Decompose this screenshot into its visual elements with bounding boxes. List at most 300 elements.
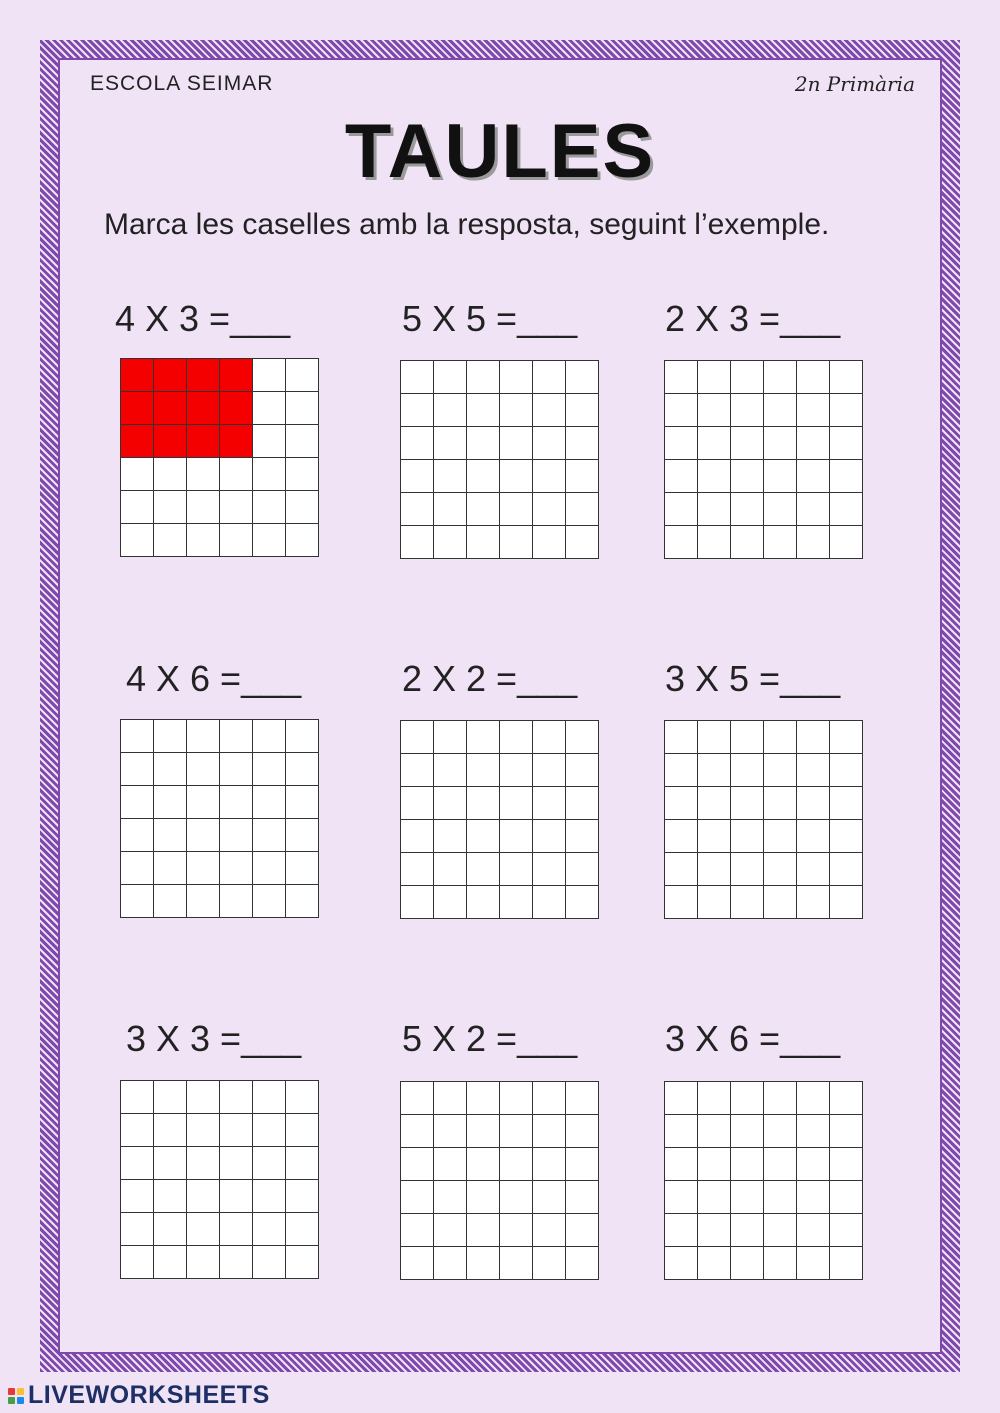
grid-cell[interactable] (154, 852, 187, 885)
grid-cell[interactable] (500, 787, 533, 820)
grid-cell[interactable] (286, 885, 319, 918)
grid-cell[interactable] (533, 493, 566, 526)
grid-cell[interactable] (401, 526, 434, 559)
grid-cell[interactable] (797, 1247, 830, 1280)
grid-cell[interactable] (731, 820, 764, 853)
grid-cell[interactable] (731, 460, 764, 493)
grid-cell[interactable] (286, 1180, 319, 1213)
grid-cell[interactable] (401, 787, 434, 820)
grid-cell[interactable] (830, 1082, 863, 1115)
grid-cell[interactable] (566, 1082, 599, 1115)
grid-cell[interactable] (401, 1115, 434, 1148)
grid-cell[interactable] (467, 721, 500, 754)
grid-cell[interactable] (500, 1247, 533, 1280)
grid-cell[interactable] (154, 885, 187, 918)
grid-cell[interactable] (220, 1213, 253, 1246)
grid-cell[interactable] (566, 853, 599, 886)
grid-cell[interactable] (434, 787, 467, 820)
grid-cell[interactable] (731, 787, 764, 820)
grid-cell[interactable] (731, 754, 764, 787)
grid-cell[interactable] (797, 460, 830, 493)
grid-cell[interactable] (401, 460, 434, 493)
grid-cell[interactable] (121, 720, 154, 753)
grid-cell[interactable] (154, 753, 187, 786)
grid-cell[interactable] (401, 853, 434, 886)
grid-cell[interactable] (665, 787, 698, 820)
grid-cell[interactable] (401, 427, 434, 460)
grid-cell[interactable] (698, 787, 731, 820)
grid-cell[interactable] (434, 1181, 467, 1214)
grid-cell[interactable] (830, 754, 863, 787)
grid-cell[interactable] (533, 361, 566, 394)
grid-cell[interactable] (764, 721, 797, 754)
grid-cell[interactable] (698, 1115, 731, 1148)
grid-cell[interactable] (401, 1082, 434, 1115)
grid-cell[interactable] (764, 493, 797, 526)
grid-cell[interactable] (401, 1214, 434, 1247)
grid-cell[interactable] (467, 394, 500, 427)
grid-cell[interactable] (830, 721, 863, 754)
grid-cell[interactable] (764, 820, 797, 853)
grid-cell[interactable] (187, 425, 220, 458)
grid-cell[interactable] (401, 754, 434, 787)
grid-cell[interactable] (830, 1148, 863, 1181)
grid-cell[interactable] (731, 1247, 764, 1280)
grid-cell[interactable] (286, 1114, 319, 1147)
grid-cell[interactable] (434, 1082, 467, 1115)
grid-cell[interactable] (434, 361, 467, 394)
grid-cell[interactable] (434, 526, 467, 559)
grid-cell[interactable] (830, 526, 863, 559)
grid-cell[interactable] (286, 359, 319, 392)
grid-cell[interactable] (286, 753, 319, 786)
grid-cell[interactable] (698, 427, 731, 460)
grid-cell[interactable] (797, 1082, 830, 1115)
grid-cell[interactable] (698, 754, 731, 787)
grid-cell[interactable] (533, 1148, 566, 1181)
grid-cell[interactable] (764, 1181, 797, 1214)
grid-cell[interactable] (286, 392, 319, 425)
grid-cell[interactable] (467, 460, 500, 493)
grid-cell[interactable] (253, 491, 286, 524)
grid-cell[interactable] (797, 754, 830, 787)
grid-cell[interactable] (187, 720, 220, 753)
grid-cell[interactable] (187, 819, 220, 852)
grid-cell[interactable] (154, 491, 187, 524)
grid-cell[interactable] (731, 1214, 764, 1247)
grid-cell[interactable] (533, 1214, 566, 1247)
grid-cell[interactable] (797, 1181, 830, 1214)
grid-cell[interactable] (500, 427, 533, 460)
grid-cell[interactable] (665, 754, 698, 787)
grid-cell[interactable] (220, 852, 253, 885)
grid-cell[interactable] (500, 820, 533, 853)
grid-cell[interactable] (764, 1115, 797, 1148)
grid-cell[interactable] (797, 1148, 830, 1181)
grid-cell[interactable] (434, 853, 467, 886)
grid-cell[interactable] (731, 493, 764, 526)
grid-cell[interactable] (500, 721, 533, 754)
grid-cell[interactable] (434, 394, 467, 427)
grid-cell[interactable] (731, 1148, 764, 1181)
grid-cell[interactable] (764, 1214, 797, 1247)
grid-cell[interactable] (220, 458, 253, 491)
grid-cell[interactable] (121, 852, 154, 885)
grid-cell[interactable] (434, 721, 467, 754)
grid-cell[interactable] (566, 886, 599, 919)
grid-cell[interactable] (220, 885, 253, 918)
grid-cell[interactable] (500, 853, 533, 886)
grid-cell[interactable] (764, 853, 797, 886)
grid-cell[interactable] (665, 1247, 698, 1280)
grid-cell[interactable] (434, 1247, 467, 1280)
grid-cell[interactable] (253, 392, 286, 425)
grid-cell[interactable] (220, 1147, 253, 1180)
grid-cell[interactable] (500, 754, 533, 787)
grid-cell[interactable] (401, 1181, 434, 1214)
grid-cell[interactable] (220, 1180, 253, 1213)
grid-cell[interactable] (434, 1115, 467, 1148)
grid-cell[interactable] (121, 819, 154, 852)
grid-cell[interactable] (500, 1181, 533, 1214)
grid-cell[interactable] (121, 359, 154, 392)
grid-cell[interactable] (121, 1180, 154, 1213)
grid-cell[interactable] (566, 754, 599, 787)
grid-cell[interactable] (253, 1180, 286, 1213)
grid-cell[interactable] (698, 1181, 731, 1214)
grid-cell[interactable] (665, 361, 698, 394)
grid-cell[interactable] (665, 886, 698, 919)
grid-cell[interactable] (467, 1181, 500, 1214)
grid-cell[interactable] (698, 1247, 731, 1280)
grid-cell[interactable] (220, 1114, 253, 1147)
grid-cell[interactable] (253, 524, 286, 557)
grid-cell[interactable] (731, 1115, 764, 1148)
grid-cell[interactable] (665, 394, 698, 427)
grid-cell[interactable] (665, 526, 698, 559)
grid-cell[interactable] (665, 1082, 698, 1115)
grid-cell[interactable] (698, 886, 731, 919)
grid-cell[interactable] (286, 524, 319, 557)
grid-cell[interactable] (731, 1181, 764, 1214)
grid-cell[interactable] (187, 1180, 220, 1213)
grid-cell[interactable] (764, 361, 797, 394)
grid-cell[interactable] (187, 1081, 220, 1114)
grid-cell[interactable] (154, 786, 187, 819)
grid-cell[interactable] (187, 491, 220, 524)
grid-cell[interactable] (154, 1081, 187, 1114)
grid-cell[interactable] (121, 753, 154, 786)
grid-cell[interactable] (797, 427, 830, 460)
grid-cell[interactable] (665, 460, 698, 493)
grid-cell[interactable] (401, 886, 434, 919)
grid-cell[interactable] (566, 427, 599, 460)
grid-cell[interactable] (566, 1148, 599, 1181)
grid-cell[interactable] (467, 1214, 500, 1247)
grid-cell[interactable] (154, 1213, 187, 1246)
grid-cell[interactable] (253, 1213, 286, 1246)
grid-cell[interactable] (731, 394, 764, 427)
grid-cell[interactable] (830, 361, 863, 394)
grid-cell[interactable] (665, 721, 698, 754)
grid-cell[interactable] (566, 787, 599, 820)
grid-cell[interactable] (731, 853, 764, 886)
grid-cell[interactable] (220, 753, 253, 786)
grid-cell[interactable] (286, 1081, 319, 1114)
grid-cell[interactable] (764, 526, 797, 559)
grid-cell[interactable] (533, 394, 566, 427)
grid-cell[interactable] (797, 1214, 830, 1247)
grid-cell[interactable] (797, 721, 830, 754)
grid-cell[interactable] (253, 458, 286, 491)
grid-cell[interactable] (731, 886, 764, 919)
grid-cell[interactable] (121, 1114, 154, 1147)
grid-cell[interactable] (187, 458, 220, 491)
grid-cell[interactable] (220, 720, 253, 753)
grid-cell[interactable] (286, 425, 319, 458)
grid-cell[interactable] (566, 1214, 599, 1247)
grid-cell[interactable] (401, 721, 434, 754)
grid-cell[interactable] (467, 1247, 500, 1280)
grid-cell[interactable] (220, 1246, 253, 1279)
grid-cell[interactable] (121, 1147, 154, 1180)
grid-cell[interactable] (830, 853, 863, 886)
grid-cell[interactable] (220, 819, 253, 852)
grid-cell[interactable] (797, 886, 830, 919)
grid-cell[interactable] (665, 1181, 698, 1214)
grid-cell[interactable] (286, 1246, 319, 1279)
grid-cell[interactable] (533, 1115, 566, 1148)
grid-cell[interactable] (121, 458, 154, 491)
grid-cell[interactable] (434, 460, 467, 493)
grid-cell[interactable] (253, 720, 286, 753)
grid-cell[interactable] (797, 853, 830, 886)
grid-cell[interactable] (830, 1181, 863, 1214)
grid-cell[interactable] (434, 427, 467, 460)
grid-cell[interactable] (154, 359, 187, 392)
grid-cell[interactable] (698, 493, 731, 526)
grid-cell[interactable] (121, 1081, 154, 1114)
grid-cell[interactable] (286, 491, 319, 524)
grid-cell[interactable] (154, 1180, 187, 1213)
grid-cell[interactable] (220, 425, 253, 458)
grid-cell[interactable] (187, 852, 220, 885)
grid-cell[interactable] (253, 786, 286, 819)
grid-cell[interactable] (401, 493, 434, 526)
grid-cell[interactable] (566, 361, 599, 394)
grid-cell[interactable] (830, 427, 863, 460)
grid-cell[interactable] (797, 526, 830, 559)
grid-cell[interactable] (154, 458, 187, 491)
grid-cell[interactable] (764, 1148, 797, 1181)
grid-cell[interactable] (467, 886, 500, 919)
grid-cell[interactable] (220, 524, 253, 557)
grid-cell[interactable] (797, 361, 830, 394)
grid-cell[interactable] (220, 359, 253, 392)
grid-cell[interactable] (698, 1082, 731, 1115)
grid-cell[interactable] (121, 392, 154, 425)
grid-cell[interactable] (797, 394, 830, 427)
grid-cell[interactable] (154, 1114, 187, 1147)
grid-cell[interactable] (797, 787, 830, 820)
grid-cell[interactable] (286, 1213, 319, 1246)
grid-cell[interactable] (797, 493, 830, 526)
grid-cell[interactable] (500, 394, 533, 427)
grid-cell[interactable] (698, 526, 731, 559)
grid-cell[interactable] (187, 1147, 220, 1180)
liveworksheets-logo[interactable] (8, 1381, 270, 1410)
grid-cell[interactable] (665, 820, 698, 853)
grid-cell[interactable] (253, 819, 286, 852)
grid-cell[interactable] (286, 786, 319, 819)
grid-cell[interactable] (253, 1114, 286, 1147)
grid-cell[interactable] (566, 493, 599, 526)
grid-cell[interactable] (187, 1114, 220, 1147)
grid-cell[interactable] (401, 1247, 434, 1280)
grid-cell[interactable] (220, 786, 253, 819)
grid-cell[interactable] (187, 1246, 220, 1279)
grid-cell[interactable] (401, 394, 434, 427)
grid-cell[interactable] (830, 394, 863, 427)
grid-cell[interactable] (154, 720, 187, 753)
grid-cell[interactable] (467, 526, 500, 559)
grid-cell[interactable] (500, 1115, 533, 1148)
grid-cell[interactable] (731, 526, 764, 559)
grid-cell[interactable] (764, 427, 797, 460)
grid-cell[interactable] (764, 394, 797, 427)
grid-cell[interactable] (533, 787, 566, 820)
grid-cell[interactable] (731, 427, 764, 460)
grid-cell[interactable] (467, 1115, 500, 1148)
grid-cell[interactable] (566, 721, 599, 754)
grid-cell[interactable] (286, 1147, 319, 1180)
grid-cell[interactable] (698, 820, 731, 853)
grid-cell[interactable] (154, 524, 187, 557)
grid-cell[interactable] (467, 493, 500, 526)
grid-cell[interactable] (253, 1147, 286, 1180)
grid-cell[interactable] (731, 361, 764, 394)
grid-cell[interactable] (187, 786, 220, 819)
grid-cell[interactable] (830, 493, 863, 526)
grid-cell[interactable] (467, 1148, 500, 1181)
grid-cell[interactable] (533, 853, 566, 886)
grid-cell[interactable] (698, 1214, 731, 1247)
grid-cell[interactable] (220, 1081, 253, 1114)
grid-cell[interactable] (764, 1247, 797, 1280)
grid-cell[interactable] (566, 820, 599, 853)
grid-cell[interactable] (253, 425, 286, 458)
grid-cell[interactable] (764, 460, 797, 493)
grid-cell[interactable] (731, 1082, 764, 1115)
grid-cell[interactable] (467, 754, 500, 787)
grid-cell[interactable] (286, 458, 319, 491)
grid-cell[interactable] (533, 754, 566, 787)
grid-cell[interactable] (830, 1115, 863, 1148)
grid-cell[interactable] (533, 1082, 566, 1115)
grid-cell[interactable] (286, 720, 319, 753)
grid-cell[interactable] (500, 361, 533, 394)
grid-cell[interactable] (665, 1148, 698, 1181)
grid-cell[interactable] (121, 524, 154, 557)
grid-cell[interactable] (566, 460, 599, 493)
grid-cell[interactable] (187, 753, 220, 786)
grid-cell[interactable] (500, 1148, 533, 1181)
grid-cell[interactable] (830, 1214, 863, 1247)
grid-cell[interactable] (401, 361, 434, 394)
grid-cell[interactable] (665, 1214, 698, 1247)
grid-cell[interactable] (286, 819, 319, 852)
grid-cell[interactable] (566, 1115, 599, 1148)
grid-cell[interactable] (698, 361, 731, 394)
grid-cell[interactable] (121, 425, 154, 458)
grid-cell[interactable] (154, 392, 187, 425)
grid-cell[interactable] (764, 886, 797, 919)
grid-cell[interactable] (500, 1082, 533, 1115)
grid-cell[interactable] (830, 787, 863, 820)
grid-cell[interactable] (830, 1247, 863, 1280)
grid-cell[interactable] (566, 1247, 599, 1280)
grid-cell[interactable] (187, 359, 220, 392)
grid-cell[interactable] (434, 820, 467, 853)
grid-cell[interactable] (253, 359, 286, 392)
grid-cell[interactable] (764, 754, 797, 787)
grid-cell[interactable] (253, 852, 286, 885)
grid-cell[interactable] (434, 1148, 467, 1181)
grid-cell[interactable] (500, 1214, 533, 1247)
grid-cell[interactable] (500, 886, 533, 919)
grid-cell[interactable] (467, 361, 500, 394)
grid-cell[interactable] (566, 1181, 599, 1214)
grid-cell[interactable] (220, 491, 253, 524)
grid-cell[interactable] (830, 460, 863, 493)
grid-cell[interactable] (187, 524, 220, 557)
grid-cell[interactable] (665, 853, 698, 886)
grid-cell[interactable] (467, 787, 500, 820)
grid-cell[interactable] (187, 1213, 220, 1246)
grid-cell[interactable] (533, 721, 566, 754)
grid-cell[interactable] (121, 1213, 154, 1246)
grid-cell[interactable] (154, 819, 187, 852)
grid-cell[interactable] (500, 526, 533, 559)
grid-cell[interactable] (533, 820, 566, 853)
grid-cell[interactable] (830, 886, 863, 919)
grid-cell[interactable] (533, 886, 566, 919)
grid-cell[interactable] (121, 786, 154, 819)
grid-cell[interactable] (154, 425, 187, 458)
grid-cell[interactable] (220, 392, 253, 425)
grid-cell[interactable] (401, 1148, 434, 1181)
grid-cell[interactable] (566, 526, 599, 559)
grid-cell[interactable] (467, 427, 500, 460)
grid-cell[interactable] (434, 1214, 467, 1247)
grid-cell[interactable] (187, 392, 220, 425)
grid-cell[interactable] (253, 885, 286, 918)
grid-cell[interactable] (253, 1081, 286, 1114)
grid-cell[interactable] (121, 1246, 154, 1279)
grid-cell[interactable] (154, 1246, 187, 1279)
grid-cell[interactable] (401, 820, 434, 853)
grid-cell[interactable] (764, 1082, 797, 1115)
grid-cell[interactable] (533, 1181, 566, 1214)
grid-cell[interactable] (665, 427, 698, 460)
grid-cell[interactable] (698, 460, 731, 493)
grid-cell[interactable] (566, 394, 599, 427)
grid-cell[interactable] (698, 721, 731, 754)
grid-cell[interactable] (533, 460, 566, 493)
grid-cell[interactable] (434, 493, 467, 526)
grid-cell[interactable] (187, 885, 220, 918)
grid-cell[interactable] (434, 886, 467, 919)
